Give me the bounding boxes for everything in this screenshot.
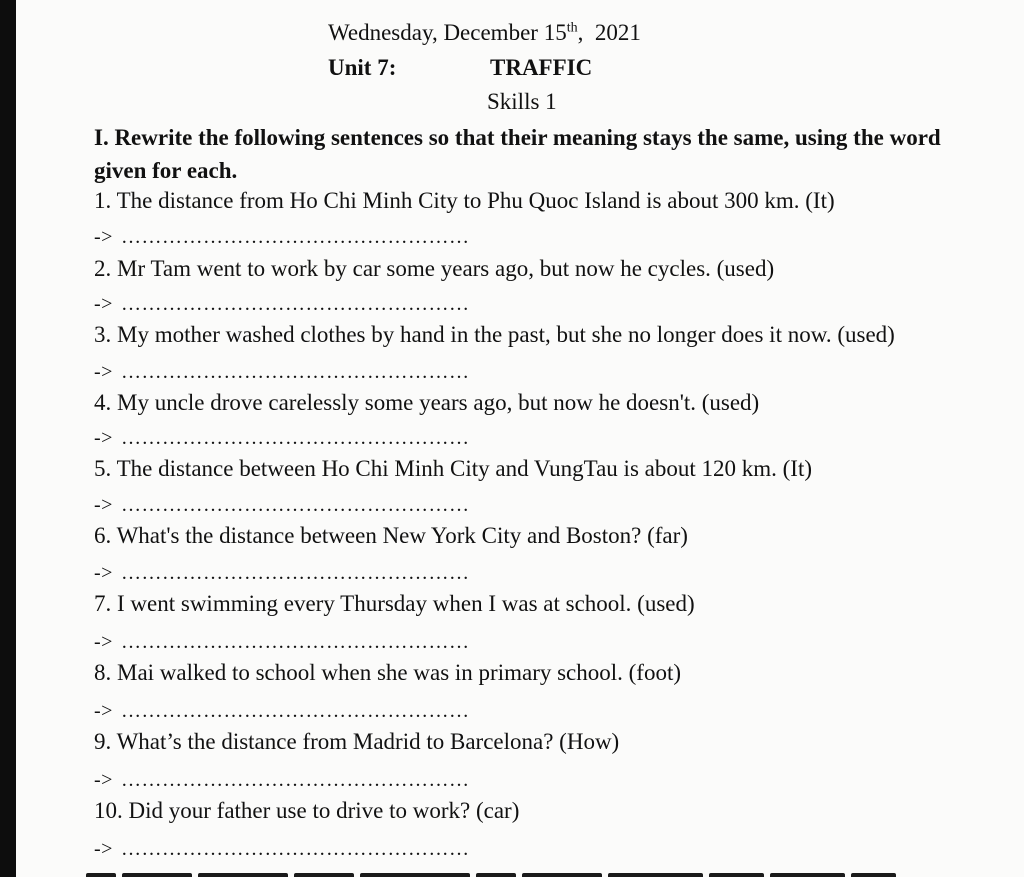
answer-arrow: -> [94, 769, 113, 791]
question-4: 4. My uncle drove carelessly some years ago, but now he doesn't. (used) [94, 390, 760, 415]
answer-line-5[interactable] [94, 494, 469, 517]
answer-blank: …………………………………………… [120, 562, 470, 584]
answer-arrow: -> [94, 700, 113, 722]
question-5: 5. The distance between Ho Chi Minh City and VungTau is about 120 km. (It) [94, 456, 812, 481]
answer-line-7[interactable] [94, 631, 469, 654]
answer-blank: …………………………………………… [120, 769, 470, 791]
unit-label: Unit 7: [328, 55, 397, 80]
answer-line-9[interactable] [94, 769, 469, 792]
answer-blank: …………………………………………… [120, 700, 470, 722]
question-3: 3. My mother washed clothes by hand in the past, but she no longer does it now. (used) [94, 322, 895, 347]
answer-arrow: -> [94, 838, 113, 860]
answer-line-6[interactable] [94, 562, 469, 585]
answer-line-10[interactable] [94, 838, 469, 861]
answer-line-2[interactable] [94, 293, 469, 316]
answer-line-4[interactable] [94, 427, 469, 450]
question-9: 9. What’s the distance from Madrid to Barcelona? (How) [94, 729, 620, 754]
answer-line-3[interactable] [94, 361, 469, 384]
question-1: 1. The distance from Ho Chi Minh City to Phu Quoc Island is about 300 km. (It) [94, 188, 835, 213]
answer-arrow: -> [94, 293, 113, 315]
answer-arrow: -> [94, 226, 113, 248]
worksheet-page [16, 0, 1024, 877]
answer-line-1[interactable] [94, 226, 469, 249]
answer-blank: …………………………………………… [120, 361, 470, 383]
answer-blank: …………………………………………… [120, 838, 470, 860]
question-8: 8. Mai walked to school when she was in primary school. (foot) [94, 660, 682, 685]
answer-arrow: -> [94, 562, 113, 584]
question-6: 6. What's the distance between New York City and Boston? (far) [94, 523, 688, 548]
question-7: 7. I went swimming every Thursday when I was at school. (used) [94, 591, 695, 616]
answer-arrow: -> [94, 361, 113, 383]
date-text: Wednesday, December 15 [328, 20, 567, 45]
answer-blank: …………………………………………… [120, 427, 470, 449]
answer-blank: …………………………………………… [120, 293, 470, 315]
answer-arrow: -> [94, 631, 113, 653]
answer-arrow: -> [94, 427, 113, 449]
cut-off-next-line [86, 866, 986, 877]
unit-title: TRAFFIC [490, 55, 593, 80]
section-instruction: I. Rewrite the following sentences so that their meaning stays the same, using the word given for each. [94, 125, 941, 183]
skills-subtitle: Skills 1 [487, 89, 557, 114]
question-10: 10. Did your father use to drive to work? (car) [94, 798, 520, 823]
answer-blank: …………………………………………… [120, 226, 470, 248]
answer-blank: …………………………………………… [120, 631, 470, 653]
date-line [328, 20, 641, 46]
question-2: 2. Mr Tam went to work by car some years ago, but now he cycles. (used) [94, 256, 775, 281]
date-year: , 2021 [577, 20, 641, 45]
answer-line-8[interactable] [94, 700, 469, 723]
date-ordinal: th [566, 20, 578, 36]
answer-arrow: -> [94, 494, 113, 516]
left-dark-edge [0, 0, 16, 877]
answer-blank: …………………………………………… [120, 494, 470, 516]
